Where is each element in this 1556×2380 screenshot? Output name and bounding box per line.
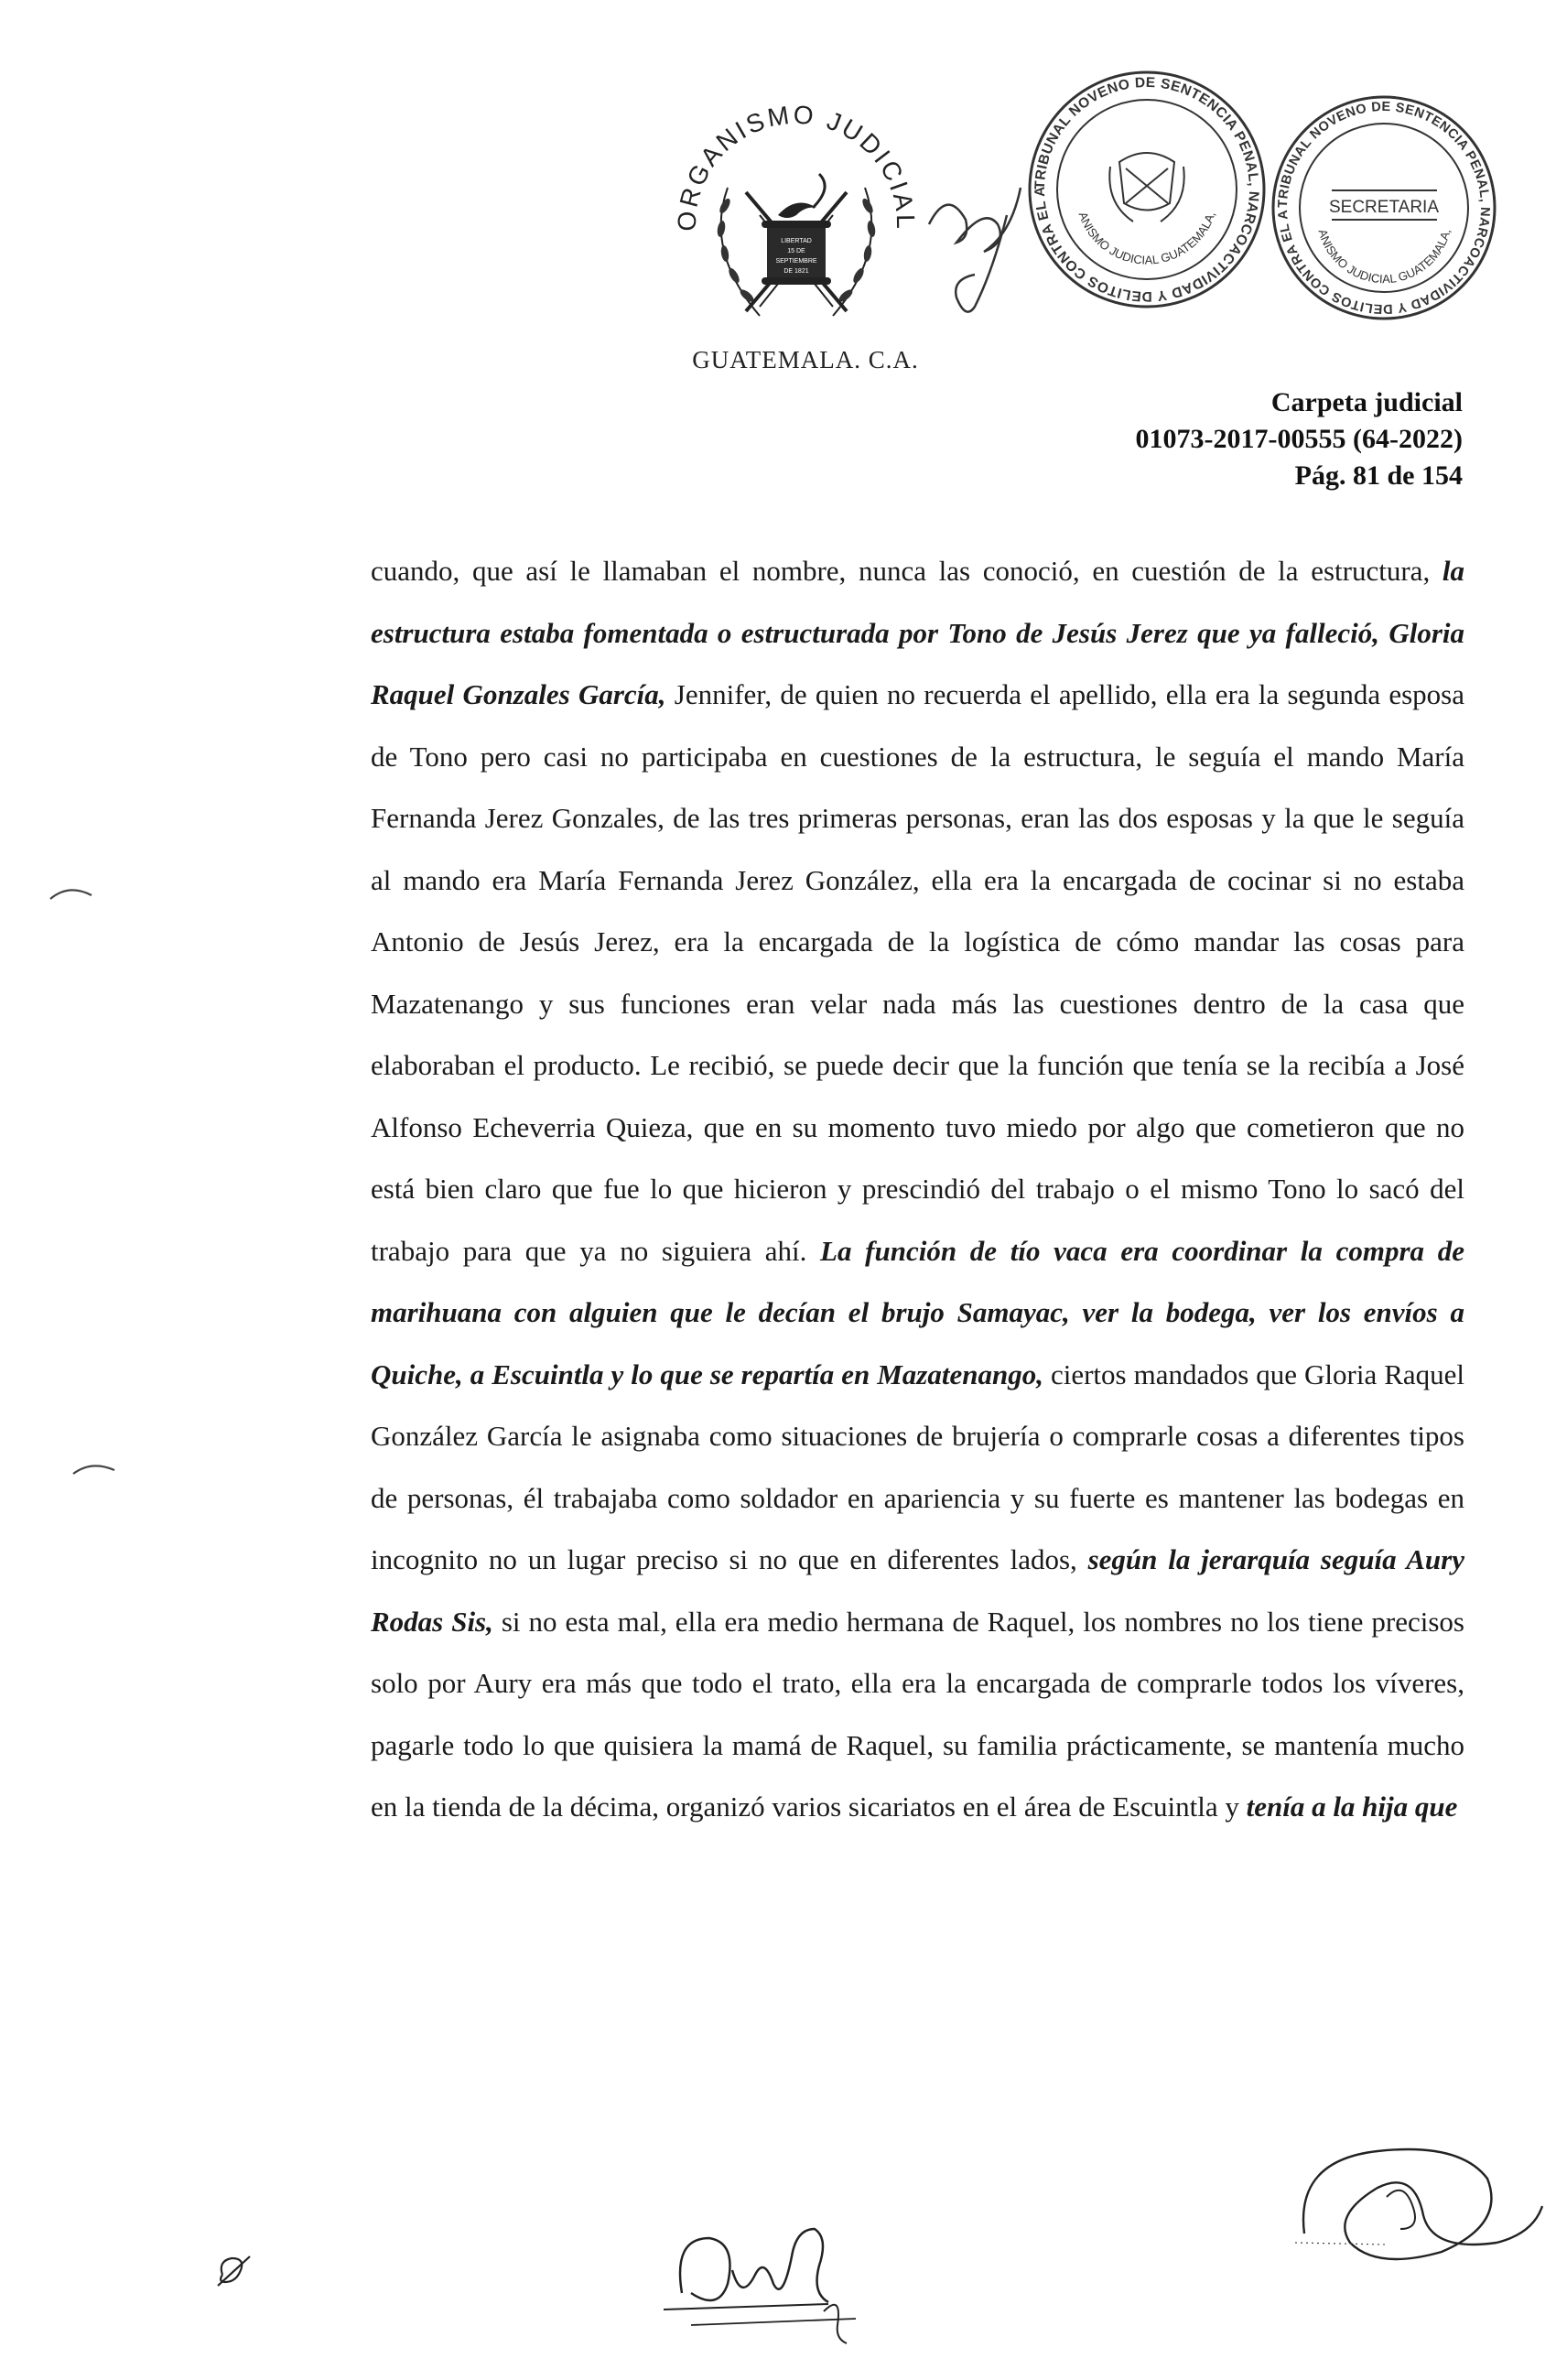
emblem-footer-text: GUATEMALA. C.A. — [692, 346, 919, 373]
stamp-outer-text: TRIBUNAL NOVENO DE SENTENCIA PENAL, NARCOACTIVIDAD Y DELITOS CONTRA EL A — [1275, 99, 1493, 317]
body-text-segment: cuando, que así le llamaban el nombre, nunca las conoció, en cuestión de la estructura, — [371, 555, 1443, 587]
emphasized-text: La función de tío vaca era coordinar la compra de marihuana con alguien que le decían el brujo Samayac, ver la bodega, ver los envíos a Quiche, a Escuintla y lo que se repartía en Mazatenango, — [371, 1234, 1464, 1390]
secretaria-seal-stamp — [1268, 92, 1501, 325]
document-body — [371, 540, 1464, 1838]
stamp-inner-text: ANISMO JUDICIAL GUATEMALA, — [1315, 227, 1453, 287]
body-text-segment: Jennifer, de quien no recuerda el apellido, ella era la segunda esposa de Tono pero casi no participaba en cuestiones de la estructura, le seguía el mando María Fernanda Jerez Gonzales, de las tres primeras personas, eran las dos esposas y la que le seguía al mando era María Fernanda Jerez González, ella era la encargada de cocinar si no estaba Antonio de Jesús Jerez, era la encargada de la logística de cómo mandar las cosas para Mazatenango y sus funciones eran velar nada más las cuestiones dentro de la casa que elaboraban el producto. Le recibió, se puede decir que la función que tenía se la recibía a José Alfonso Echeverria Quieza, que en su momento tuvo miedo por algo que cometieron que no está bien claro que fue lo que hicieron y prescindió del trabajo o el mismo Tono lo sacó del trabajo para que ya no siguiera ahí. — [371, 678, 1464, 1267]
stamp-center-label: SECRETARIA — [1328, 198, 1440, 217]
margin-mark — [46, 879, 101, 906]
svg-text:SEPTIEMBRE: SEPTIEMBRE — [775, 258, 817, 265]
emphasized-text: según la jerarquía seguía Aury Rodas Sis, — [371, 1543, 1464, 1638]
handwritten-initials — [920, 169, 1030, 325]
svg-text:DE 1821: DE 1821 — [783, 268, 809, 275]
court-seal-stamp — [1023, 66, 1270, 313]
case-number: 01073-2017-00555 (64-2022) — [1135, 424, 1463, 454]
page-number: Pág. 81 de 154 — [1294, 460, 1463, 491]
signature-center — [654, 2202, 892, 2353]
organismo-judicial-emblem — [659, 87, 934, 362]
coat-of-arms-icon — [659, 87, 934, 362]
stamp-inner-text: ANISMO JUDICIAL GUATEMALA, — [1075, 210, 1218, 267]
margin-mark — [69, 1455, 124, 1483]
emblem-arc-text: ORGANISMO JUDICIAL — [672, 100, 921, 233]
emphasized-text: la estructura estaba fomentada o estructurada por Tono de Jesús Jerez que ya falleció, Gloria Raquel Gonzales García, — [371, 555, 1464, 710]
svg-text:15 DE: 15 DE — [787, 248, 805, 254]
case-info — [1136, 384, 1463, 494]
margin-initial — [209, 2247, 264, 2293]
body-text-segment: si no esta mal, ella era medio hermana de Raquel, los nombres no los tiene precisos solo por Aury era más que todo el trato, ella era la encargada de comprarle todos los víveres, pagarle todo lo que quisiera la mamá de Raquel, su familia prácticamente, se mantenía mucho en la tienda de la décima, organizó varios sicariatos en el área de Escuintla y — [371, 1605, 1464, 1823]
signature-right — [1277, 2124, 1551, 2279]
body-text-segment: ciertos mandados que Gloria Raquel González García le asignaba como situaciones de brujería o comprarle cosas a diferentes tipos de personas, él trabajaba como soldador en apariencia y su fuerte es mantener las bodegas en incognito no un lugar preciso si no que en diferentes lados, — [371, 1358, 1465, 1575]
emphasized-text: tenía a la hija que — [1246, 1790, 1458, 1823]
svg-text:LIBERTAD: LIBERTAD — [781, 238, 812, 244]
stamp-outer-text: TRIBUNAL NOVENO DE SENTENCIA PENAL, NARCOACTIVIDAD Y DELITOS CONTRA EL A — [1032, 74, 1262, 305]
body-paragraph — [371, 540, 1464, 1838]
case-label: Carpeta judicial — [1270, 387, 1463, 417]
